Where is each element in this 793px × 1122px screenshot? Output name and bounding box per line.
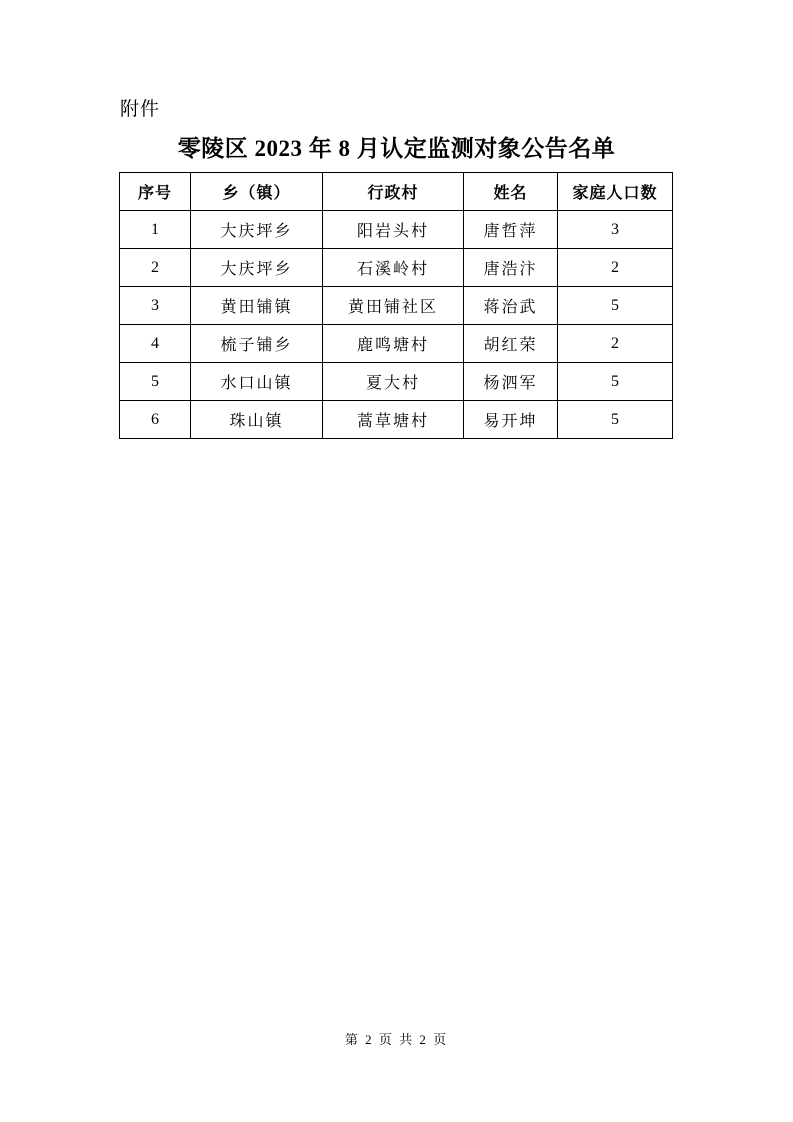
table-cell: 2 (558, 325, 673, 363)
table-cell: 石溪岭村 (323, 249, 464, 287)
table-cell: 唐浩汴 (464, 249, 558, 287)
table-header-cell: 乡（镇） (191, 173, 323, 211)
table-row (120, 287, 673, 325)
table-row (120, 401, 673, 439)
table-cell: 2 (120, 249, 191, 287)
table-cell: 1 (120, 211, 191, 249)
table-cell: 5 (120, 363, 191, 401)
table-row (120, 363, 673, 401)
table-cell: 4 (120, 325, 191, 363)
table-cell: 大庆坪乡 (191, 249, 323, 287)
table-cell: 水口山镇 (191, 363, 323, 401)
table-cell: 5 (558, 287, 673, 325)
table-cell: 5 (558, 363, 673, 401)
table-cell: 鹿鸣塘村 (323, 325, 464, 363)
attachment-label: 附件 (120, 99, 161, 120)
page-title: 零陵区 2023 年 8 月认定监测对象公告名单 (177, 136, 616, 161)
table-header-row (120, 173, 673, 211)
table-cell: 2 (558, 249, 673, 287)
table-cell: 夏大村 (323, 363, 464, 401)
table-cell: 胡红荣 (464, 325, 558, 363)
table-body (120, 211, 673, 439)
table-row (120, 249, 673, 287)
table-header-cell: 序号 (120, 173, 191, 211)
table-cell: 杨泗军 (464, 363, 558, 401)
table-header-cell: 家庭人口数 (558, 173, 673, 211)
table-cell: 3 (120, 287, 191, 325)
monitoring-table (119, 172, 673, 439)
table-cell: 大庆坪乡 (191, 211, 323, 249)
table-cell: 黄田铺镇 (191, 287, 323, 325)
table-header-cell: 姓名 (464, 173, 558, 211)
table-cell: 黄田铺社区 (323, 287, 464, 325)
table-cell: 蒋治武 (464, 287, 558, 325)
table-cell: 蒿草塘村 (323, 401, 464, 439)
table-cell: 3 (558, 211, 673, 249)
table-cell: 5 (558, 401, 673, 439)
page-number-footer: 第 2 页 共 2 页 (344, 1032, 449, 1047)
table-cell: 珠山镇 (191, 401, 323, 439)
table-cell: 阳岩头村 (323, 211, 464, 249)
table-row (120, 211, 673, 249)
table-header-cell: 行政村 (323, 173, 464, 211)
table-cell: 唐哲萍 (464, 211, 558, 249)
table-cell: 易开坤 (464, 401, 558, 439)
table-cell: 梳子铺乡 (191, 325, 323, 363)
table-cell: 6 (120, 401, 191, 439)
table-row (120, 173, 673, 211)
table-row (120, 325, 673, 363)
